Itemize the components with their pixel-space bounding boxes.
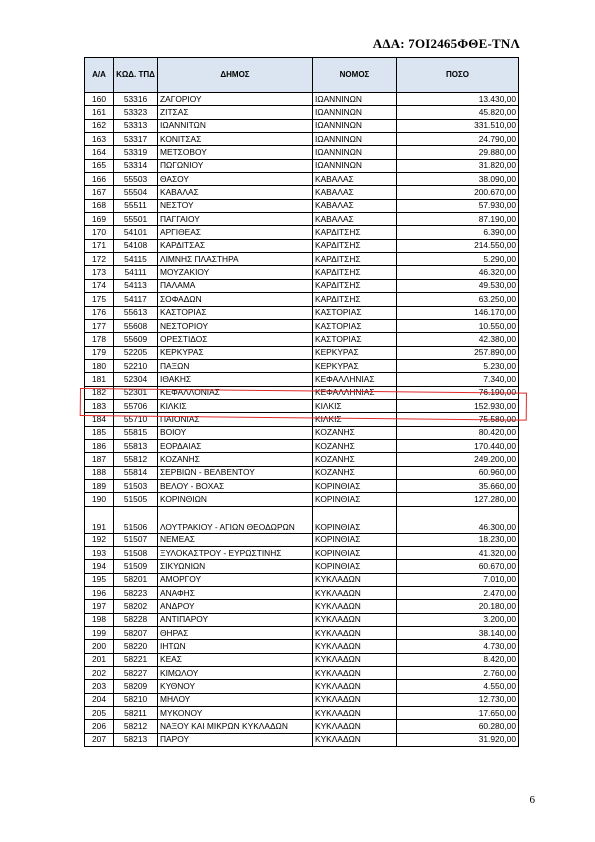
prefecture-name-cell: ΚΟΖΑΝΗΣ [313, 466, 397, 479]
prefecture-name-cell: ΚΥΚΛΑΔΩΝ [313, 653, 397, 666]
amount-cell: 75.580,00 [397, 413, 519, 426]
row-number-cell: 186 [85, 439, 114, 452]
prefecture-name-cell: ΚΥΚΛΑΔΩΝ [313, 587, 397, 600]
tpd-code-cell: 54108 [114, 239, 158, 252]
municipality-name-cell: ΠΑΞΩΝ [158, 359, 313, 372]
municipality-name-cell: ΒΟΙΟΥ [158, 426, 313, 439]
table-row [85, 239, 519, 252]
prefecture-name-cell: ΚΑΒΑΛΑΣ [313, 199, 397, 212]
amount-cell: 18.230,00 [397, 533, 519, 546]
table-row [85, 720, 519, 733]
row-number-cell: 192 [85, 533, 114, 546]
prefecture-name-cell: ΚΟΡΙΝΘΙΑΣ [313, 506, 397, 533]
tpd-code-cell: 55814 [114, 466, 158, 479]
row-number-cell: 169 [85, 213, 114, 226]
row-number-cell: 195 [85, 573, 114, 586]
tpd-code-cell: 53319 [114, 146, 158, 159]
municipality-name-cell: ΘΗΡΑΣ [158, 627, 313, 640]
row-number-cell: 188 [85, 466, 114, 479]
prefecture-name-cell: ΚΑΒΑΛΑΣ [313, 186, 397, 199]
tpd-code-cell: 58211 [114, 707, 158, 720]
tpd-code-cell: 55613 [114, 306, 158, 319]
prefecture-name-cell: ΚΑΣΤΟΡΙΑΣ [313, 319, 397, 332]
amount-cell: 76.190,00 [397, 386, 519, 399]
table-row [85, 266, 519, 279]
municipality-name-cell: ΝΕΜΕΑΣ [158, 533, 313, 546]
row-number-cell: 177 [85, 319, 114, 332]
municipality-name-cell: ΣΙΚΥΩΝΙΩΝ [158, 560, 313, 573]
municipality-name-cell: ΙΘΑΚΗΣ [158, 373, 313, 386]
table-row [85, 453, 519, 466]
amount-cell: 87.190,00 [397, 213, 519, 226]
amount-cell: 10.550,00 [397, 319, 519, 332]
tpd-code-cell: 55504 [114, 186, 158, 199]
prefecture-name-cell: ΚΑΣΤΟΡΙΑΣ [313, 333, 397, 346]
row-number-cell: 171 [85, 239, 114, 252]
table-row [85, 386, 519, 399]
row-number-cell: 200 [85, 640, 114, 653]
prefecture-name-cell: ΚΕΡΚΥΡΑΣ [313, 346, 397, 359]
municipality-name-cell: ΑΝΑΦΗΣ [158, 587, 313, 600]
municipality-name-cell: ΚΕΡΚΥΡΑΣ [158, 346, 313, 359]
prefecture-name-cell: ΙΩΑΝΝΙΝΩΝ [313, 133, 397, 146]
tpd-code-cell: 51509 [114, 560, 158, 573]
table-row [85, 479, 519, 492]
amount-cell: 46.320,00 [397, 266, 519, 279]
tpd-code-cell: 51503 [114, 479, 158, 492]
prefecture-name-cell: ΚΕΦΑΛΛΗΝΙΑΣ [313, 386, 397, 399]
municipality-name-cell: ΚΕΑΣ [158, 653, 313, 666]
table-row [85, 306, 519, 319]
column-header-amount: ΠΟΣΟ [397, 58, 519, 93]
tpd-code-cell: 58201 [114, 573, 158, 586]
amount-cell: 31.920,00 [397, 733, 519, 746]
amount-cell: 249.200,00 [397, 453, 519, 466]
amount-cell: 60.960,00 [397, 466, 519, 479]
column-header-municipality: ΔΗΜΟΣ [158, 58, 313, 93]
row-number-cell: 190 [85, 493, 114, 506]
municipality-name-cell: ΚΥΘΝΟΥ [158, 680, 313, 693]
amount-cell: 8.420,00 [397, 653, 519, 666]
page-number: 6 [529, 794, 535, 806]
amount-cell: 42.380,00 [397, 333, 519, 346]
table-row [85, 640, 519, 653]
prefecture-name-cell: ΚΥΚΛΑΔΩΝ [313, 600, 397, 613]
amount-cell: 2.470,00 [397, 587, 519, 600]
tpd-code-cell: 55501 [114, 213, 158, 226]
tpd-code-cell: 58220 [114, 640, 158, 653]
row-number-cell: 203 [85, 680, 114, 693]
row-number-cell: 204 [85, 693, 114, 706]
row-number-cell: 160 [85, 93, 114, 106]
amount-cell: 200.670,00 [397, 186, 519, 199]
row-number-cell: 170 [85, 226, 114, 239]
prefecture-name-cell: ΚΥΚΛΑΔΩΝ [313, 613, 397, 626]
row-number-cell: 174 [85, 279, 114, 292]
tpd-code-cell: 55511 [114, 199, 158, 212]
table-row [85, 680, 519, 693]
amount-cell: 12.730,00 [397, 693, 519, 706]
prefecture-name-cell: ΙΩΑΝΝΙΝΩΝ [313, 146, 397, 159]
table-row [85, 399, 519, 412]
prefecture-name-cell: ΚΥΚΛΑΔΩΝ [313, 720, 397, 733]
row-number-cell: 202 [85, 667, 114, 680]
prefecture-name-cell: ΙΩΑΝΝΙΝΩΝ [313, 119, 397, 132]
row-number-cell: 207 [85, 733, 114, 746]
row-number-cell: 178 [85, 333, 114, 346]
row-number-cell: 187 [85, 453, 114, 466]
table-row [85, 600, 519, 613]
prefecture-name-cell: ΙΩΑΝΝΙΝΩΝ [313, 106, 397, 119]
amount-cell: 24.790,00 [397, 133, 519, 146]
amount-cell: 5.230,00 [397, 359, 519, 372]
tpd-code-cell: 53323 [114, 106, 158, 119]
tpd-code-cell: 58207 [114, 627, 158, 640]
row-number-cell: 180 [85, 359, 114, 372]
amount-cell: 146.170,00 [397, 306, 519, 319]
amount-cell: 4.550,00 [397, 680, 519, 693]
table-row [85, 733, 519, 746]
tpd-code-cell: 55609 [114, 333, 158, 346]
amount-cell: 63.250,00 [397, 293, 519, 306]
tpd-code-cell: 53314 [114, 159, 158, 172]
table-row [85, 707, 519, 720]
table-row [85, 146, 519, 159]
tpd-code-cell: 58202 [114, 600, 158, 613]
table-row [85, 560, 519, 573]
row-number-cell: 196 [85, 587, 114, 600]
amount-cell: 13.430,00 [397, 93, 519, 106]
amount-cell: 214.550,00 [397, 239, 519, 252]
table-row [85, 333, 519, 346]
municipality-name-cell: ΚΕΦΑΛΛΟΝΙΑΣ [158, 386, 313, 399]
amount-cell: 3.200,00 [397, 613, 519, 626]
amount-cell: 41.320,00 [397, 547, 519, 560]
prefecture-name-cell: ΚΟΡΙΝΘΙΑΣ [313, 547, 397, 560]
row-number-cell: 164 [85, 146, 114, 159]
prefecture-name-cell: ΚΥΚΛΑΔΩΝ [313, 693, 397, 706]
tpd-code-cell: 54115 [114, 253, 158, 266]
column-header-code: ΚΩΔ. ΤΠΔ [114, 58, 158, 93]
prefecture-name-cell: ΚΑΣΤΟΡΙΑΣ [313, 306, 397, 319]
amount-cell: 7.010,00 [397, 573, 519, 586]
table-row [85, 506, 519, 533]
table-row [85, 213, 519, 226]
tpd-code-cell: 58213 [114, 733, 158, 746]
row-number-cell: 184 [85, 413, 114, 426]
amount-cell: 38.140,00 [397, 627, 519, 640]
municipality-name-cell: ΣΟΦΑΔΩΝ [158, 293, 313, 306]
municipality-name-cell: ΚΟΡΙΝΘΙΩΝ [158, 493, 313, 506]
municipality-name-cell: ΚΑΒΑΛΑΣ [158, 186, 313, 199]
tpd-code-cell: 51506 [114, 506, 158, 533]
row-number-cell: 167 [85, 186, 114, 199]
amount-cell: 38.090,00 [397, 173, 519, 186]
amount-cell: 57.930,00 [397, 199, 519, 212]
municipality-name-cell: ΑΝΔΡΟΥ [158, 600, 313, 613]
table-row [85, 106, 519, 119]
tpd-code-cell: 53313 [114, 119, 158, 132]
table-row [85, 119, 519, 132]
tpd-code-cell: 51508 [114, 547, 158, 560]
amount-cell: 6.390,00 [397, 226, 519, 239]
row-number-cell: 198 [85, 613, 114, 626]
row-number-cell: 175 [85, 293, 114, 306]
table-row [85, 426, 519, 439]
table-row [85, 199, 519, 212]
tpd-code-cell: 58209 [114, 680, 158, 693]
amount-cell: 35.660,00 [397, 479, 519, 492]
table-row [85, 439, 519, 452]
prefecture-name-cell: ΚΙΛΚΙΣ [313, 399, 397, 412]
tpd-code-cell: 54113 [114, 279, 158, 292]
table-row [85, 573, 519, 586]
prefecture-name-cell: ΚΥΚΛΑΔΩΝ [313, 733, 397, 746]
prefecture-name-cell: ΙΩΑΝΝΙΝΩΝ [313, 159, 397, 172]
prefecture-name-cell: ΚΥΚΛΑΔΩΝ [313, 627, 397, 640]
row-number-cell: 191 [85, 506, 114, 533]
table-row [85, 493, 519, 506]
municipality-name-cell: ΠΑΛΑΜΑ [158, 279, 313, 292]
amount-cell: 45.820,00 [397, 106, 519, 119]
column-header-prefecture: ΝΟΜΟΣ [313, 58, 397, 93]
amount-cell: 31.820,00 [397, 159, 519, 172]
amount-cell: 152.930,00 [397, 399, 519, 412]
amount-cell: 17.650,00 [397, 707, 519, 720]
municipality-name-cell: ΚΟΖΑΝΗΣ [158, 453, 313, 466]
prefecture-name-cell: ΚΥΚΛΑΔΩΝ [313, 667, 397, 680]
prefecture-name-cell: ΚΑΡΔΙΤΣΗΣ [313, 253, 397, 266]
municipality-name-cell: ΟΡΕΣΤΙΔΟΣ [158, 333, 313, 346]
municipality-name-cell: ΑΜΟΡΓΟΥ [158, 573, 313, 586]
prefecture-name-cell: ΚΑΒΑΛΑΣ [313, 173, 397, 186]
tpd-code-cell: 53316 [114, 93, 158, 106]
municipality-name-cell: ΠΑΙΟΝΙΑΣ [158, 413, 313, 426]
prefecture-name-cell: ΚΥΚΛΑΔΩΝ [313, 707, 397, 720]
table-row [85, 587, 519, 600]
tpd-code-cell: 55813 [114, 439, 158, 452]
amount-cell: 20.180,00 [397, 600, 519, 613]
row-number-cell: 165 [85, 159, 114, 172]
row-number-cell: 182 [85, 386, 114, 399]
table-row [85, 279, 519, 292]
table-row [85, 667, 519, 680]
prefecture-name-cell: ΚΟΖΑΝΗΣ [313, 439, 397, 452]
table-row [85, 373, 519, 386]
table-row [85, 173, 519, 186]
municipality-name-cell: ΖΑΓΟΡΙΟΥ [158, 93, 313, 106]
prefecture-name-cell: ΚΑΡΔΙΤΣΗΣ [313, 226, 397, 239]
municipality-name-cell: ΝΕΣΤΟΡΙΟΥ [158, 319, 313, 332]
tpd-code-cell: 58221 [114, 653, 158, 666]
prefecture-name-cell: ΚΥΚΛΑΔΩΝ [313, 573, 397, 586]
table-row [85, 226, 519, 239]
amount-cell: 331.510,00 [397, 119, 519, 132]
tpd-code-cell: 52210 [114, 359, 158, 372]
row-number-cell: 181 [85, 373, 114, 386]
table-row [85, 466, 519, 479]
row-number-cell: 163 [85, 133, 114, 146]
tpd-code-cell: 55710 [114, 413, 158, 426]
tpd-code-cell: 54101 [114, 226, 158, 239]
municipality-name-cell: ΚΑΡΔΙΤΣΑΣ [158, 239, 313, 252]
prefecture-name-cell: ΚΟΡΙΝΘΙΑΣ [313, 493, 397, 506]
prefecture-name-cell: ΚΑΒΑΛΑΣ [313, 213, 397, 226]
municipality-name-cell: ΑΝΤΙΠΑΡΟΥ [158, 613, 313, 626]
row-number-cell: 176 [85, 306, 114, 319]
table-body [85, 93, 519, 747]
tpd-code-cell: 55706 [114, 399, 158, 412]
municipality-name-cell: ΚΙΛΚΙΣ [158, 399, 313, 412]
ada-document-id: ΑΔΑ: 7ΟΙ2465ΦΘΕ-ΤΝΛ [372, 36, 520, 51]
tpd-code-cell: 58210 [114, 693, 158, 706]
tpd-code-cell: 52301 [114, 386, 158, 399]
prefecture-name-cell: ΚΑΡΔΙΤΣΗΣ [313, 279, 397, 292]
tpd-code-cell: 58212 [114, 720, 158, 733]
tpd-code-cell: 55812 [114, 453, 158, 466]
row-number-cell: 201 [85, 653, 114, 666]
table-row [85, 133, 519, 146]
table-row [85, 693, 519, 706]
header-row [85, 58, 519, 93]
municipality-name-cell: ΒΕΛΟΥ - ΒΟΧΑΣ [158, 479, 313, 492]
amount-cell: 2.760,00 [397, 667, 519, 680]
table-row [85, 653, 519, 666]
municipality-name-cell: ΕΟΡΔΑΙΑΣ [158, 439, 313, 452]
row-number-cell: 161 [85, 106, 114, 119]
municipality-name-cell: ΝΑΞΟΥ ΚΑΙ ΜΙΚΡΩΝ ΚΥΚΛΑΔΩΝ [158, 720, 313, 733]
table-row [85, 186, 519, 199]
row-number-cell: 179 [85, 346, 114, 359]
table-row [85, 613, 519, 626]
table-row [85, 93, 519, 106]
municipality-name-cell: ΜΕΤΣΟΒΟΥ [158, 146, 313, 159]
municipality-name-cell: ΠΑΓΓΑΙΟΥ [158, 213, 313, 226]
tpd-code-cell: 58227 [114, 667, 158, 680]
prefecture-name-cell: ΚΑΡΔΙΤΣΗΣ [313, 293, 397, 306]
table-row [85, 413, 519, 426]
tpd-code-cell: 55503 [114, 173, 158, 186]
amount-cell: 7.340,00 [397, 373, 519, 386]
prefecture-name-cell: ΚΥΚΛΑΔΩΝ [313, 640, 397, 653]
row-number-cell: 183 [85, 399, 114, 412]
tpd-code-cell: 51507 [114, 533, 158, 546]
prefecture-name-cell: ΚΙΛΚΙΣ [313, 413, 397, 426]
prefecture-name-cell: ΚΟΡΙΝΘΙΑΣ [313, 479, 397, 492]
amount-cell: 4.730,00 [397, 640, 519, 653]
table-row [85, 293, 519, 306]
row-number-cell: 168 [85, 199, 114, 212]
row-number-cell: 189 [85, 479, 114, 492]
amount-cell: 80.420,00 [397, 426, 519, 439]
row-number-cell: 185 [85, 426, 114, 439]
tpd-code-cell: 54117 [114, 293, 158, 306]
prefecture-name-cell: ΚΟΡΙΝΘΙΑΣ [313, 533, 397, 546]
municipality-name-cell: ΘΑΣΟΥ [158, 173, 313, 186]
municipality-name-cell: ΠΑΡΟΥ [158, 733, 313, 746]
tpd-code-cell: 55608 [114, 319, 158, 332]
table-row [85, 253, 519, 266]
amount-cell: 46.300,00 [397, 506, 519, 533]
prefecture-name-cell: ΚΥΚΛΑΔΩΝ [313, 680, 397, 693]
municipality-name-cell: ΜΗΛΟΥ [158, 693, 313, 706]
municipality-name-cell: ΛΙΜΝΗΣ ΠΛΑΣΤΗΡΑ [158, 253, 313, 266]
municipality-name-cell: ΜΟΥΖΑΚΙΟΥ [158, 266, 313, 279]
amount-cell: 257.890,00 [397, 346, 519, 359]
table-row [85, 159, 519, 172]
row-number-cell: 206 [85, 720, 114, 733]
table-row [85, 533, 519, 546]
table-header [85, 58, 519, 93]
prefecture-name-cell: ΚΟΖΑΝΗΣ [313, 426, 397, 439]
tpd-code-cell: 58223 [114, 587, 158, 600]
amount-cell: 60.280,00 [397, 720, 519, 733]
tpd-code-cell: 58228 [114, 613, 158, 626]
tpd-code-cell: 53317 [114, 133, 158, 146]
tpd-code-cell: 52304 [114, 373, 158, 386]
municipality-name-cell: ΠΩΓΩΝΙΟΥ [158, 159, 313, 172]
table-row [85, 627, 519, 640]
row-number-cell: 194 [85, 560, 114, 573]
amount-cell: 60.670,00 [397, 560, 519, 573]
prefecture-name-cell: ΚΟΖΑΝΗΣ [313, 453, 397, 466]
prefecture-name-cell: ΚΕΦΑΛΛΗΝΙΑΣ [313, 373, 397, 386]
municipality-name-cell: ΝΕΣΤΟΥ [158, 199, 313, 212]
prefecture-name-cell: ΚΑΡΔΙΤΣΗΣ [313, 266, 397, 279]
municipality-name-cell: ΙΩΑΝΝΙΤΩΝ [158, 119, 313, 132]
row-number-cell: 162 [85, 119, 114, 132]
amount-cell: 170.440,00 [397, 439, 519, 452]
municipality-name-cell: ΞΥΛΟΚΑΣΤΡΟΥ - ΕΥΡΩΣΤΙΝΗΣ [158, 547, 313, 560]
municipality-name-cell: ΑΡΓΙΘΕΑΣ [158, 226, 313, 239]
amount-cell: 29.880,00 [397, 146, 519, 159]
municipality-name-cell: ΜΥΚΟΝΟΥ [158, 707, 313, 720]
row-number-cell: 173 [85, 266, 114, 279]
municipality-name-cell: ΚΙΜΩΛΟΥ [158, 667, 313, 680]
row-number-cell: 193 [85, 547, 114, 560]
prefecture-name-cell: ΚΑΡΔΙΤΣΗΣ [313, 239, 397, 252]
table-row [85, 346, 519, 359]
prefecture-name-cell: ΙΩΑΝΝΙΝΩΝ [313, 93, 397, 106]
row-number-cell: 197 [85, 600, 114, 613]
amount-cell: 5.290,00 [397, 253, 519, 266]
tpd-code-cell: 51505 [114, 493, 158, 506]
table-row [85, 547, 519, 560]
municipality-name-cell: ΛΟΥΤΡΑΚΙΟΥ - ΑΓΙΩΝ ΘΕΟΔΩΡΩΝ [158, 506, 313, 533]
row-number-cell: 199 [85, 627, 114, 640]
tpd-code-cell: 55815 [114, 426, 158, 439]
municipality-name-cell: ΚΟΝΙΤΣΑΣ [158, 133, 313, 146]
municipality-name-cell: ΖΙΤΣΑΣ [158, 106, 313, 119]
prefecture-name-cell: ΚΟΡΙΝΘΙΑΣ [313, 560, 397, 573]
amount-cell: 49.530,00 [397, 279, 519, 292]
tpd-code-cell: 54111 [114, 266, 158, 279]
municipality-allocation-table [84, 57, 519, 747]
row-number-cell: 172 [85, 253, 114, 266]
municipality-name-cell: ΣΕΡΒΙΩΝ - ΒΕΛΒΕΝΤΟΥ [158, 466, 313, 479]
column-header-aa: Α/Α [85, 58, 114, 93]
row-number-cell: 205 [85, 707, 114, 720]
row-number-cell: 166 [85, 173, 114, 186]
amount-cell: 127.280,00 [397, 493, 519, 506]
prefecture-name-cell: ΚΕΡΚΥΡΑΣ [313, 359, 397, 372]
table-row [85, 359, 519, 372]
table-row [85, 319, 519, 332]
municipality-name-cell: ΙΗΤΩΝ [158, 640, 313, 653]
municipality-name-cell: ΚΑΣΤΟΡΙΑΣ [158, 306, 313, 319]
tpd-code-cell: 52205 [114, 346, 158, 359]
